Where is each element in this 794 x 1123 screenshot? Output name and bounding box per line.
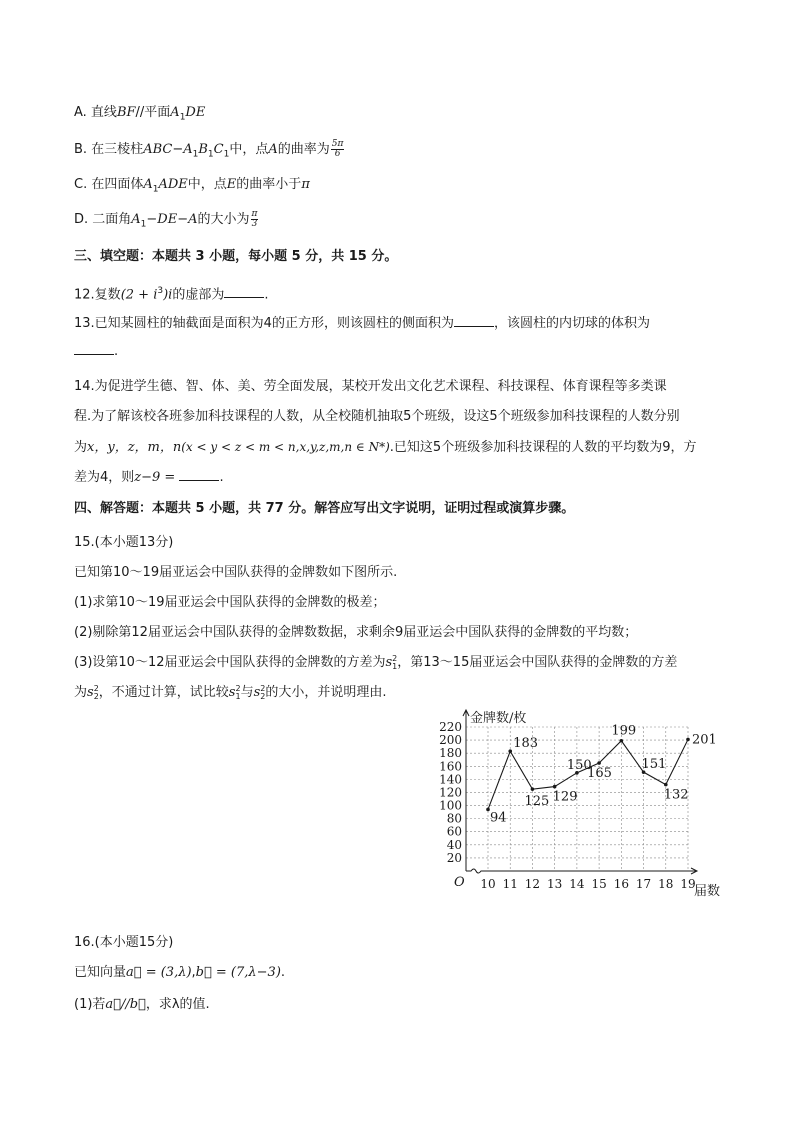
option-d: D. 二面角$A_1-DE-A$的大小为 $\frac{\pi}{3}$ — [74, 209, 258, 230]
data-label: 150 — [566, 757, 592, 773]
y-tick-label: 220 — [439, 720, 462, 734]
question-16-part1: (1)若a⃗//b⃗，求λ的值. — [74, 997, 210, 1012]
question-15-intro: 已知第10～19届亚运会中国队获得的金牌数如下图所示. — [74, 565, 398, 580]
data-label: 199 — [611, 723, 637, 739]
x-tick-label: 17 — [635, 877, 652, 891]
data-label: 165 — [587, 766, 612, 781]
y-tick-label: 40 — [446, 837, 462, 852]
data-point — [664, 783, 668, 787]
section-3-title: 三、填空题：本题共 3 小题，每小题 5 分，共 15 分。 — [74, 249, 398, 264]
y-tick-label: 20 — [446, 850, 462, 865]
question-16-head: 16.(本小题15分) — [74, 935, 174, 950]
answer-blank — [454, 314, 494, 327]
y-tick-label: 60 — [446, 824, 462, 839]
question-14-line1: 14.为促进学生德、智、体、美、劳全面发展，某校开发出文化艺术课程、科技课程、体育课程等多类课 — [74, 379, 667, 394]
question-13: 13.已知某圆柱的轴截面是面积为4的正方形，则该圆柱的侧面积为 ，该圆柱的内切球的体积为 — [74, 316, 650, 331]
data-point — [597, 761, 601, 765]
x-tick-label: 12 — [524, 877, 541, 891]
data-point — [686, 738, 690, 742]
fraction-pi-3: $\frac{\pi}{3}$ — [251, 209, 258, 229]
y-tick-label: 180 — [439, 746, 462, 761]
question-14-line3: 为x，y，z，m，n(x < y < z < m < n,x,y,z,m,n ∈ N*).已知这5个班级参加科技课程的人数的平均数为9，方 — [74, 440, 697, 455]
answer-blank — [224, 285, 264, 298]
answer-blank — [179, 468, 219, 481]
gold-medal-line-chart — [418, 705, 728, 905]
x-tick-label: 16 — [613, 877, 629, 891]
data-point — [531, 787, 535, 791]
option-a: A. 直线BF//平面$A_1DE$ — [74, 105, 206, 123]
y-tick-label: 160 — [439, 759, 462, 774]
option-c: C. 在四面体$A_1ADE$中，点E的曲率小于π — [74, 177, 310, 195]
x-tick-label: 15 — [591, 877, 607, 891]
x-axis-label: 届数 — [694, 884, 721, 899]
fraction-5pi-6: $\frac{5\pi}{6}$ — [331, 139, 344, 159]
question-15-head: 15.(本小题13分) — [74, 535, 174, 550]
data-point — [508, 749, 512, 753]
section-4-title: 四、解答题：本题共 5 小题，共 77 分。解答应写出文字说明，证明过程或演算步骤。 — [74, 501, 575, 516]
y-tick-label: 100 — [439, 798, 462, 813]
y-tick-label: 120 — [439, 785, 462, 800]
question-15-part3: (3)设第10～12届亚运会中国队获得的金牌数的方差为s 2 1 ，第13～15届亚运会中国队获得的金牌数的方差 — [74, 653, 678, 671]
x-tick-label: 14 — [569, 877, 585, 891]
x-tick-label: 13 — [547, 877, 563, 891]
y-tick-label: 200 — [439, 733, 462, 748]
x-tick-label: 18 — [658, 877, 674, 891]
y-axis-label: 金牌数/枚 — [470, 711, 527, 726]
data-label: 129 — [552, 789, 578, 805]
question-13-cont: . — [74, 342, 118, 361]
y-tick-label: 80 — [446, 811, 462, 826]
x-tick-label: 19 — [680, 877, 696, 891]
x-tick-label: 10 — [480, 877, 496, 891]
question-12: 12.复数$(2 + i^3)i$的虚部为 . — [74, 286, 269, 303]
data-label: 183 — [513, 736, 539, 752]
answer-blank — [74, 342, 114, 355]
x-tick-label: 11 — [502, 877, 518, 891]
question-14-line4: 差为4，则z−9 = . — [74, 470, 224, 485]
data-point — [553, 785, 557, 789]
question-15-part1: (1)求第10～19届亚运会中国队获得的金牌数的极差； — [74, 595, 386, 610]
question-15-part2: (2)剔除第12届亚运会中国队获得的金牌数数据，求剩余9届亚运会中国队获得的金牌数的平均数； — [74, 625, 638, 640]
option-b: B. 在三棱柱$ABC-A_1B_1C_1$中，点A的曲率为 $\frac{5\pi}{6}$ — [74, 139, 344, 160]
data-point — [620, 739, 624, 743]
question-14-line2: 程.为了解该校各班参加科技课程的人数，从全校随机抽取5个班级，设这5个班级参加科技课程的人数分别 — [74, 409, 680, 424]
data-label: 125 — [524, 794, 550, 810]
data-label: 151 — [641, 757, 667, 773]
data-label: 201 — [692, 732, 717, 748]
question-15-part3-cont: 为s 2 2 ，不通过计算，试比较s 2 1 与s 2 2 的大小，并说明理由. — [74, 683, 387, 701]
data-label: 94 — [490, 810, 507, 826]
question-16-intro: 已知向量a⃗ = (3,λ),b⃗ = (7,λ−3). — [74, 965, 286, 980]
y-tick-label: 140 — [439, 772, 462, 787]
data-label: 132 — [663, 787, 689, 803]
origin-label: O — [454, 875, 465, 890]
x-axis — [466, 869, 696, 873]
